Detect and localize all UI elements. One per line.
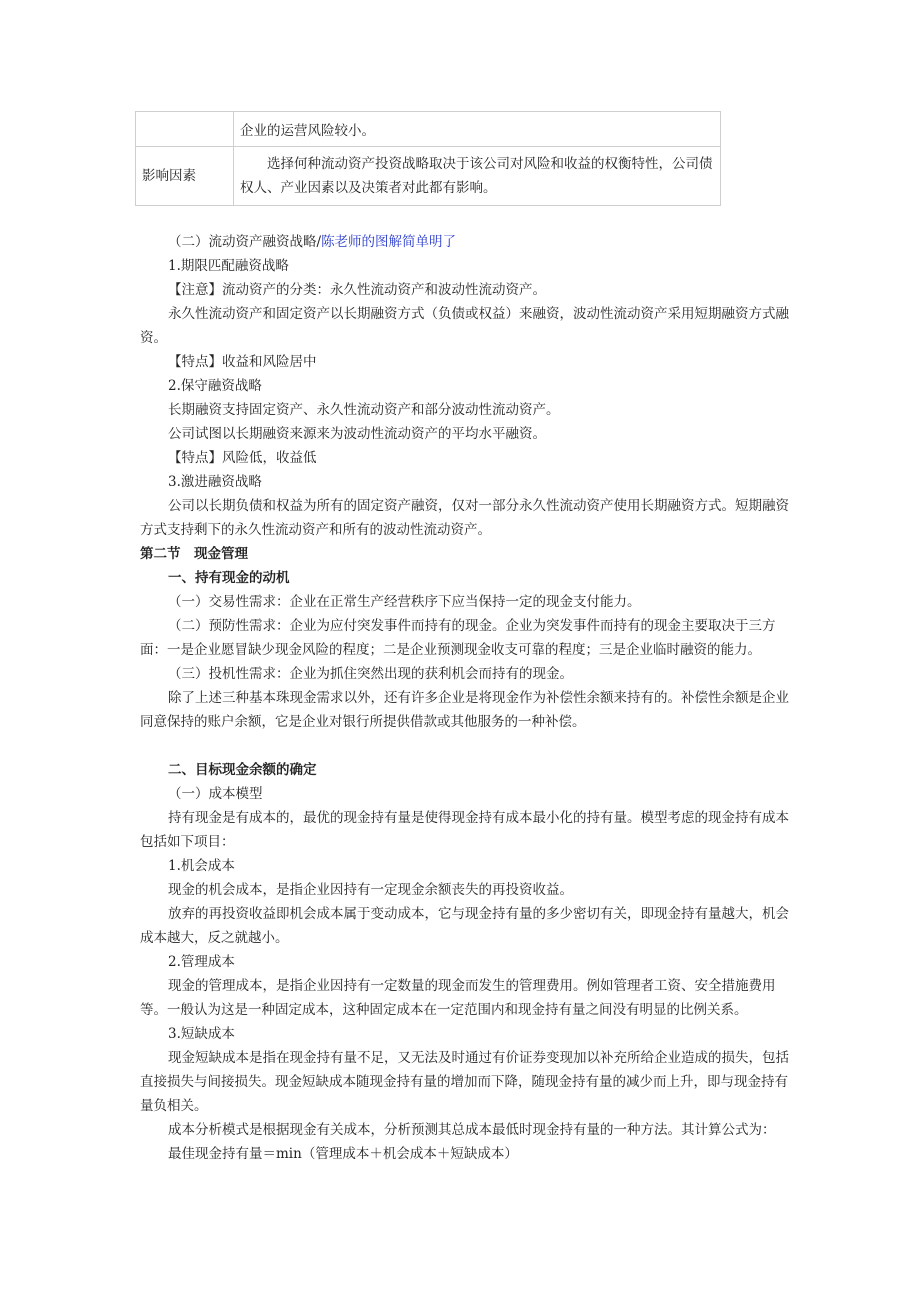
formula: 最佳现金持有量＝min（管理成本＋机会成本＋短缺成本） — [168, 1146, 518, 1162]
investment-strategy-table — [135, 111, 721, 206]
paragraph: 成本分析模式是根据现金有关成本，分析预测其总成本最低时现金持有量的一种方法。其计算公式为： — [168, 1122, 776, 1138]
table-cell-label: 影响因素 — [136, 147, 234, 206]
table-row — [136, 147, 721, 206]
paragraph: 放弃的再投资收益即机会成本属于变动成本，它与现金持有量的多少密切有关，即现金持有量越大，机会成本越大，反之就越小。 — [140, 906, 789, 946]
paragraph: （三）投机性需求：企业为抓住突然出现的获利机会而持有的现金。 — [168, 666, 573, 682]
table-cell-content: 企业的运营风险较小。 — [234, 112, 721, 147]
spacer — [140, 734, 790, 758]
table-cell-label — [136, 112, 234, 147]
subsection-heading-financing — [140, 230, 790, 254]
section-heading-target: 二、目标现金余额的确定 — [168, 762, 317, 778]
item-title: 2.管理成本 — [168, 954, 235, 970]
paragraph: （一）交易性需求：企业在正常生产经营秩序下应当保持一定的现金支付能力。 — [168, 594, 641, 610]
item-title: 3.短缺成本 — [168, 1026, 235, 1042]
strategy-title: 2.保守融资战略 — [168, 378, 262, 394]
section-heading-motives: 一、持有现金的动机 — [168, 570, 290, 586]
note-paragraph: 【注意】流动资产的分类：永久性流动资产和波动性流动资产。 — [168, 282, 546, 298]
paragraph: 公司以长期负债和权益为所有的固定资产融资，仅对一部分永久性流动资产使用长期融资方式。短期融资方式支持剩下的永久性流动资产和所有的波动性流动资产。 — [140, 498, 789, 538]
paragraph: 现金短缺成本是指在现金持有量不足，又无法及时通过有价证券变现加以补充所给企业造成的损失，包括直接损失与间接损失。现金短缺成本随现金持有量的增加而下降，随现金持有量的减少而上升，即与现金持有量负相关。 — [140, 1050, 789, 1114]
item-title: 1.机会成本 — [168, 858, 235, 874]
paragraph: 现金的机会成本，是指企业因持有一定现金余额丧失的再投资收益。 — [168, 882, 573, 898]
paragraph: 长期融资支持固定资产、永久性流动资产和部分波动性流动资产。 — [168, 402, 560, 418]
strategy-title: 3.激进融资战略 — [168, 474, 262, 490]
subsection-heading: （一）成本模型 — [168, 786, 263, 802]
document-body — [140, 230, 790, 1166]
table-row — [136, 112, 721, 147]
diagram-link[interactable]: 陈老师的图解简单明了 — [321, 234, 457, 250]
paragraph: 现金的管理成本，是指企业因持有一定数量的现金而发生的管理费用。例如管理者工资、安全措施费用等。一般认为这是一种固定成本，这种固定成本在一定范围内和现金持有量之间没有明显的比例关系。 — [140, 978, 776, 1018]
strategy-title: 1.期限匹配融资战略 — [168, 258, 289, 274]
paragraph: 永久性流动资产和固定资产以长期融资方式（负债或权益）来融资，波动性流动资产采用短期融资方式融资。 — [140, 306, 789, 346]
heading-text: （二）流动资产融资战略/ — [168, 234, 322, 250]
paragraph: 除了上述三种基本珠现金需求以外，还有许多企业是将现金作为补偿性余额来持有的。补偿性余额是企业同意保持的账户余额，它是企业对银行所提供借款或其他服务的一种补偿。 — [140, 690, 789, 730]
feature-paragraph: 【特点】风险低，收益低 — [168, 450, 317, 466]
paragraph: 公司试图以长期融资来源来为波动性流动资产的平均水平融资。 — [168, 426, 546, 442]
table-cell-content: 选择何种流动资产投资战略取决于该公司对风险和收益的权衡特性，公司债权人、产业因素以及决策者对此都有影响。 — [234, 147, 721, 206]
section-title: 第二节 现金管理 — [140, 546, 248, 562]
paragraph: 持有现金是有成本的，最优的现金持有量是使得现金持有成本最小化的持有量。模型考虑的现金持有成本包括如下项目： — [140, 810, 789, 850]
feature-paragraph: 【特点】收益和风险居中 — [168, 354, 317, 370]
paragraph: （二）预防性需求：企业为应付突发事件而持有的现金。企业为突发事件而持有的现金主要取决于三方面：一是企业愿冒缺少现金风险的程度；二是企业预测现金收支可靠的程度；三是企业临时融资的能力。 — [140, 618, 776, 658]
